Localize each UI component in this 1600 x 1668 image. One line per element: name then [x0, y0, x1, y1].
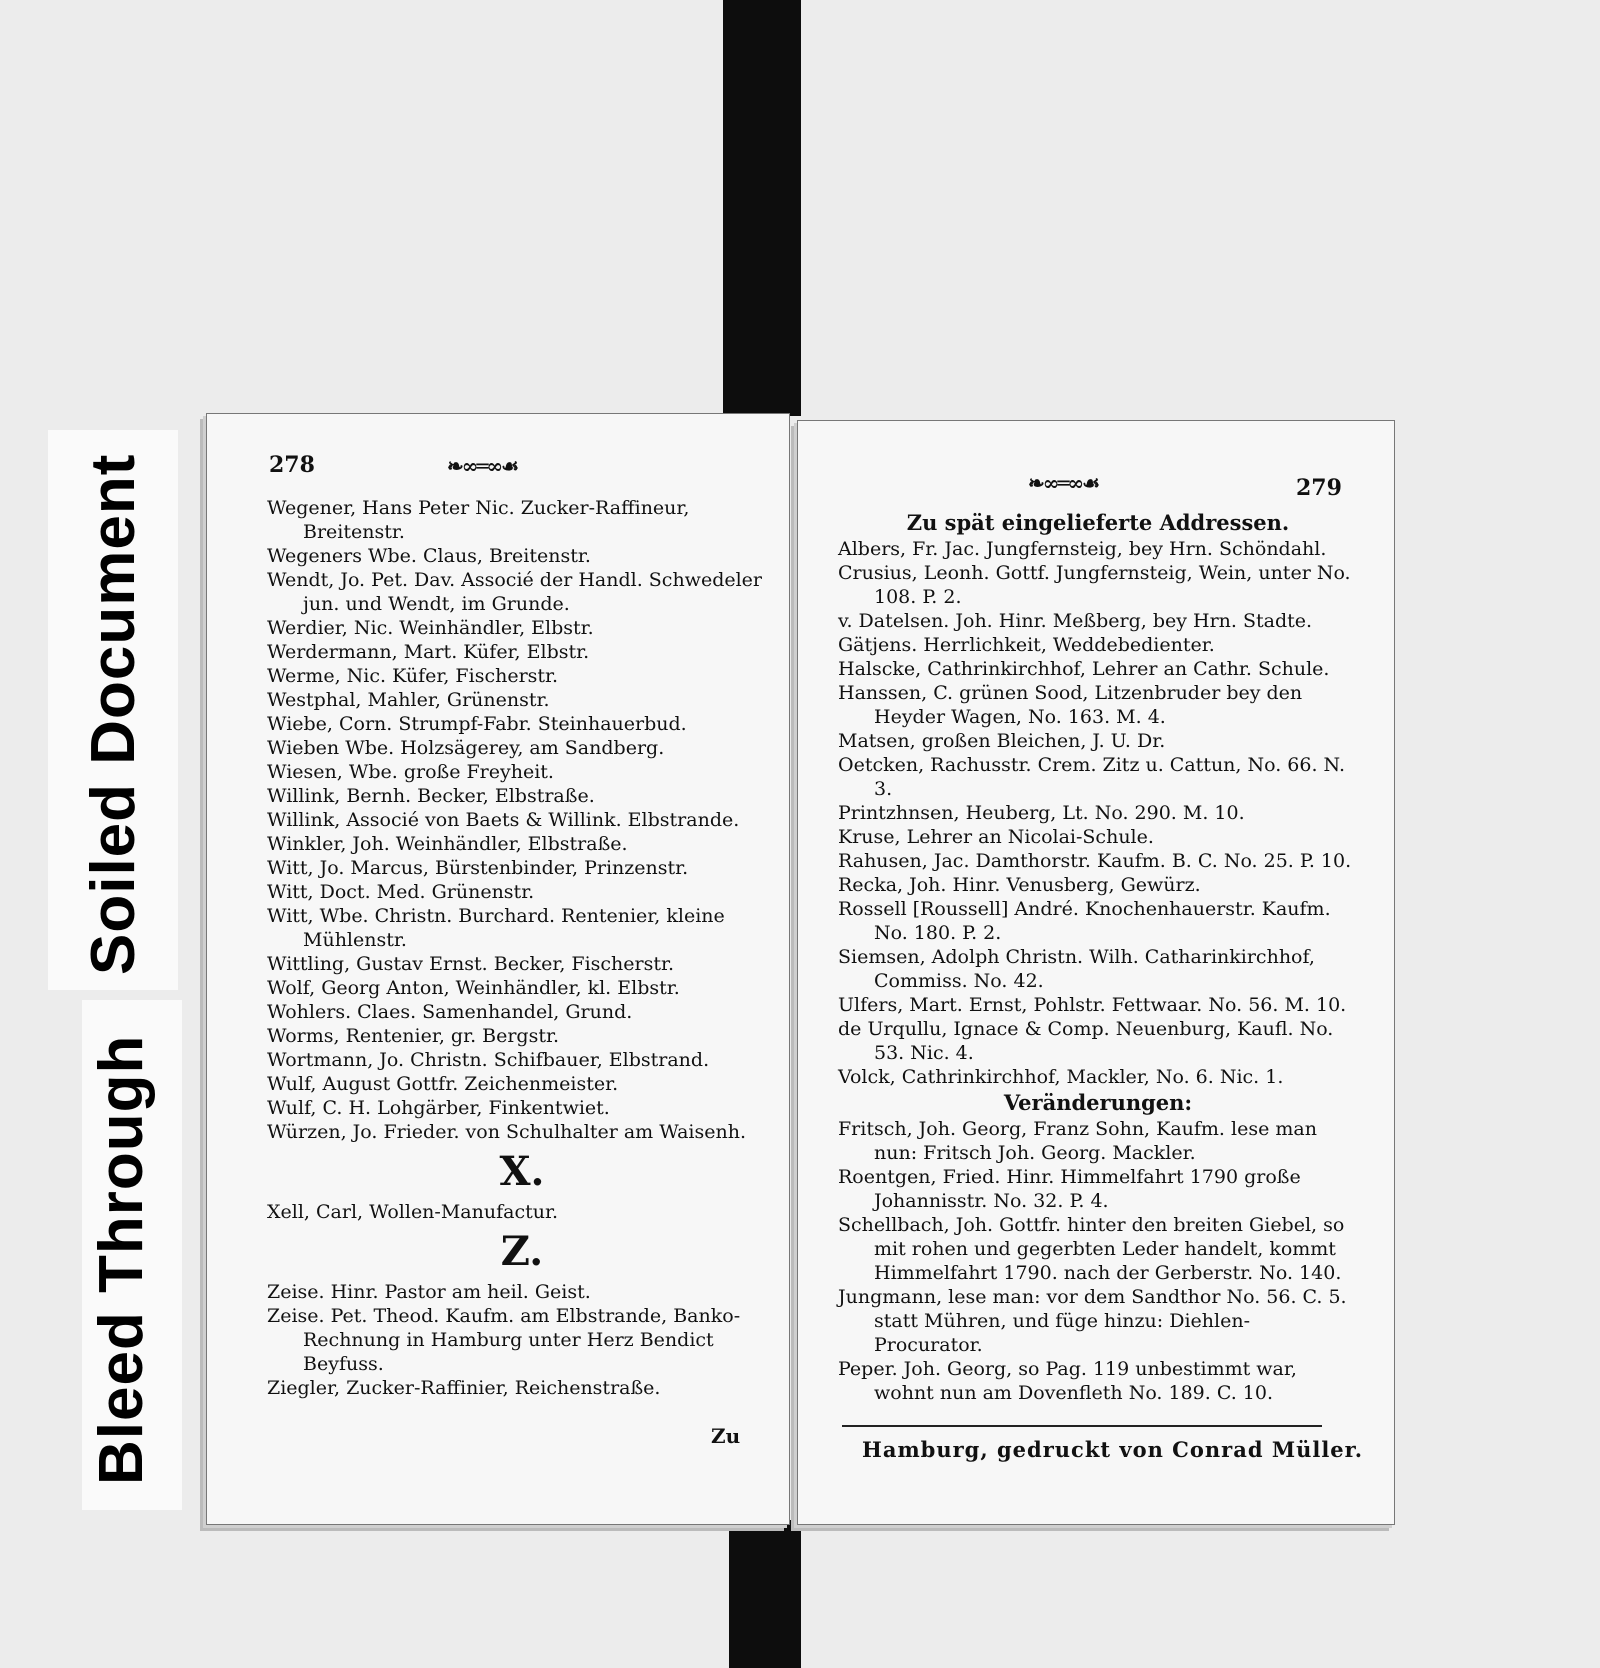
list-item: Siemsen, Adolph Christn. Wilh. Catharinkirchhof, Commiss. No. 42. — [838, 946, 1315, 992]
list-item: Witt, Jo. Marcus, Bürstenbinder, Prinzenstr. — [267, 857, 689, 879]
list-item: Witt, Wbe. Christn. Burchard. Rentenier, kleine Mühlenstr. — [267, 905, 725, 951]
list-item: Wieben Wbe. Holzsägerey, am Sandberg. — [267, 737, 665, 759]
section-letter-x: X. — [499, 1148, 545, 1195]
ornament-icon: ❧∞═∞☙ — [447, 454, 518, 478]
entry-list — [267, 496, 777, 1144]
list-item: Schellbach, Joh. Gottfr. hinter den breiten Giebel, so mit rohen und gegerbten Leder handelt, kommt Himmelfahrt 1790. nach der Gerberstr. No. 140. — [838, 1214, 1345, 1284]
list-item: de Urqullu, Ignace & Comp. Neuenburg, Kaufl. No. 53. Nic. 4. — [838, 1018, 1334, 1064]
list-item: Würzen, Jo. Frieder. von Schulhalter am Waisenh. — [267, 1121, 746, 1143]
list-item: Wortmann, Jo. Christn. Schifbauer, Elbstrand. — [267, 1049, 710, 1071]
binding-strip-top — [723, 0, 801, 416]
entry-list — [838, 537, 1358, 1089]
list-item: Fritsch, Joh. Georg, Franz Sohn, Kaufm. lese man nun: Fritsch Joh. Georg. Mackler. — [838, 1118, 1317, 1164]
list-item: Gätjens. Herrlichkeit, Weddebedienter. — [838, 634, 1215, 656]
ornament-icon: ❧∞═∞☙ — [1028, 471, 1099, 495]
list-item: Zeise. Pet. Theod. Kaufm. am Elbstrande, Banko-Rechnung in Hamburg unter Herz Bendict Beyfuss. — [267, 1305, 741, 1375]
list-item: Werme, Nic. Küfer, Fischerstr. — [267, 665, 559, 687]
list-item: Kruse, Lehrer an Nicolai-Schule. — [838, 826, 1154, 848]
list-item: Xell, Carl, Wollen-Manufactur. — [267, 1201, 559, 1223]
section-letter-z: Z. — [500, 1228, 544, 1275]
list-item: Wulf, August Gottfr. Zeichenmeister. — [267, 1073, 619, 1095]
list-item: Ziegler, Zucker-Raffinier, Reichenstraße. — [267, 1377, 661, 1399]
bleed-through-label: Bleed Through — [87, 1034, 156, 1485]
soiled-document-label: Soiled Document — [79, 453, 148, 975]
list-item: Roentgen, Fried. Hinr. Himmelfahrt 1790 große Johannisstr. No. 32. P. 4. — [838, 1166, 1301, 1212]
changes-heading: Veränderungen: — [1003, 1090, 1193, 1115]
list-item: Willink, Associé von Baets & Willink. Elbstrande. — [267, 809, 740, 831]
printer-imprint: Hamburg, gedruckt von Conrad Müller. — [862, 1437, 1364, 1462]
list-item: Wohlers. Claes. Samenhandel, Grund. — [267, 1001, 633, 1023]
list-item: Jungmann, lese man: vor dem Sandthor No. 56. C. 5. statt Mühren, und füge hinzu: Diehlen-Procurator. — [838, 1286, 1347, 1356]
list-item: Worms, Rentenier, gr. Bergstr. — [267, 1025, 560, 1047]
list-item: Rossell [Roussell] André. Knochenhauerstr. Kaufm. No. 180. P. 2. — [838, 898, 1331, 944]
page-number: 279 — [1296, 475, 1342, 501]
list-item: Rahusen, Jac. Damthorstr. Kaufm. B. C. No. 25. P. 10. — [838, 850, 1352, 872]
catchword: Zu — [711, 1424, 741, 1448]
entry-list-x — [267, 1200, 777, 1224]
binding-strip-bottom — [729, 1520, 801, 1668]
left-page — [206, 413, 790, 1525]
list-item: Oetcken, Rachusstr. Crem. Zitz u. Cattun, No. 66. N. 3. — [838, 754, 1346, 800]
list-item: Matsen, großen Bleichen, J. U. Dr. — [838, 730, 1166, 752]
list-item: Zeise. Hinr. Pastor am heil. Geist. — [267, 1281, 591, 1303]
page-number: 278 — [269, 452, 315, 478]
imprint-rule — [842, 1425, 1322, 1427]
list-item: Wulf, C. H. Lohgärber, Finkentwiet. — [267, 1097, 610, 1119]
list-item: Werdier, Nic. Weinhändler, Elbstr. — [267, 617, 594, 639]
list-item: v. Datelsen. Joh. Hinr. Meßberg, bey Hrn. Stadte. — [838, 610, 1313, 632]
list-item: Volck, Cathrinkirchhof, Mackler, No. 6. Nic. 1. — [838, 1066, 1284, 1088]
list-item: Wendt, Jo. Pet. Dav. Associé der Handl. Schwedeler jun. und Wendt, im Grunde. — [267, 569, 763, 615]
list-item: Wolf, Georg Anton, Weinhändler, kl. Elbstr. — [267, 977, 680, 999]
list-item: Willink, Bernh. Becker, Elbstraße. — [267, 785, 595, 807]
late-addresses-heading: Zu spät eingelieferte Addressen. — [906, 510, 1290, 535]
changes-list — [838, 1117, 1358, 1405]
list-item: Wiesen, Wbe. große Freyheit. — [267, 761, 554, 783]
list-item: Recka, Joh. Hinr. Venusberg, Gewürz. — [838, 874, 1201, 896]
list-item: Ulfers, Mart. Ernst, Pohlstr. Fettwaar. No. 56. M. 10. — [838, 994, 1347, 1016]
list-item: Albers, Fr. Jac. Jungfernsteig, bey Hrn. Schöndahl. — [838, 538, 1327, 560]
list-item: Winkler, Joh. Weinhändler, Elbstraße. — [267, 833, 628, 855]
right-entries — [838, 509, 1358, 1405]
left-entries — [267, 496, 777, 1400]
list-item: Wiebe, Corn. Strumpf-Fabr. Steinhauerbud. — [267, 713, 687, 735]
list-item: Printzhnsen, Heuberg, Lt. No. 290. M. 10. — [838, 802, 1245, 824]
list-item: Witt, Doct. Med. Grünenstr. — [267, 881, 535, 903]
list-item: Wittling, Gustav Ernst. Becker, Fischerstr. — [267, 953, 675, 975]
list-item: Wegeners Wbe. Claus, Breitenstr. — [267, 545, 591, 567]
list-item: Hanssen, C. grünen Sood, Litzenbruder bey den Heyder Wagen, No. 163. M. 4. — [838, 682, 1303, 728]
list-item: Wegener, Hans Peter Nic. Zucker-Raffineur, Breitenstr. — [267, 497, 690, 543]
list-item: Peper. Joh. Georg, so Pag. 119 unbestimmt war, wohnt nun am Dovenfleth No. 189. C. 10. — [838, 1358, 1297, 1404]
list-item: Werdermann, Mart. Küfer, Elbstr. — [267, 641, 590, 663]
list-item: Halscke, Cathrinkirchhof, Lehrer an Cathr. Schule. — [838, 658, 1330, 680]
list-item: Crusius, Leonh. Gottf. Jungfernsteig, Wein, unter No. 108. P. 2. — [838, 562, 1351, 608]
entry-list-z — [267, 1280, 777, 1400]
list-item: Westphal, Mahler, Grünenstr. — [267, 689, 550, 711]
right-page — [797, 420, 1395, 1525]
